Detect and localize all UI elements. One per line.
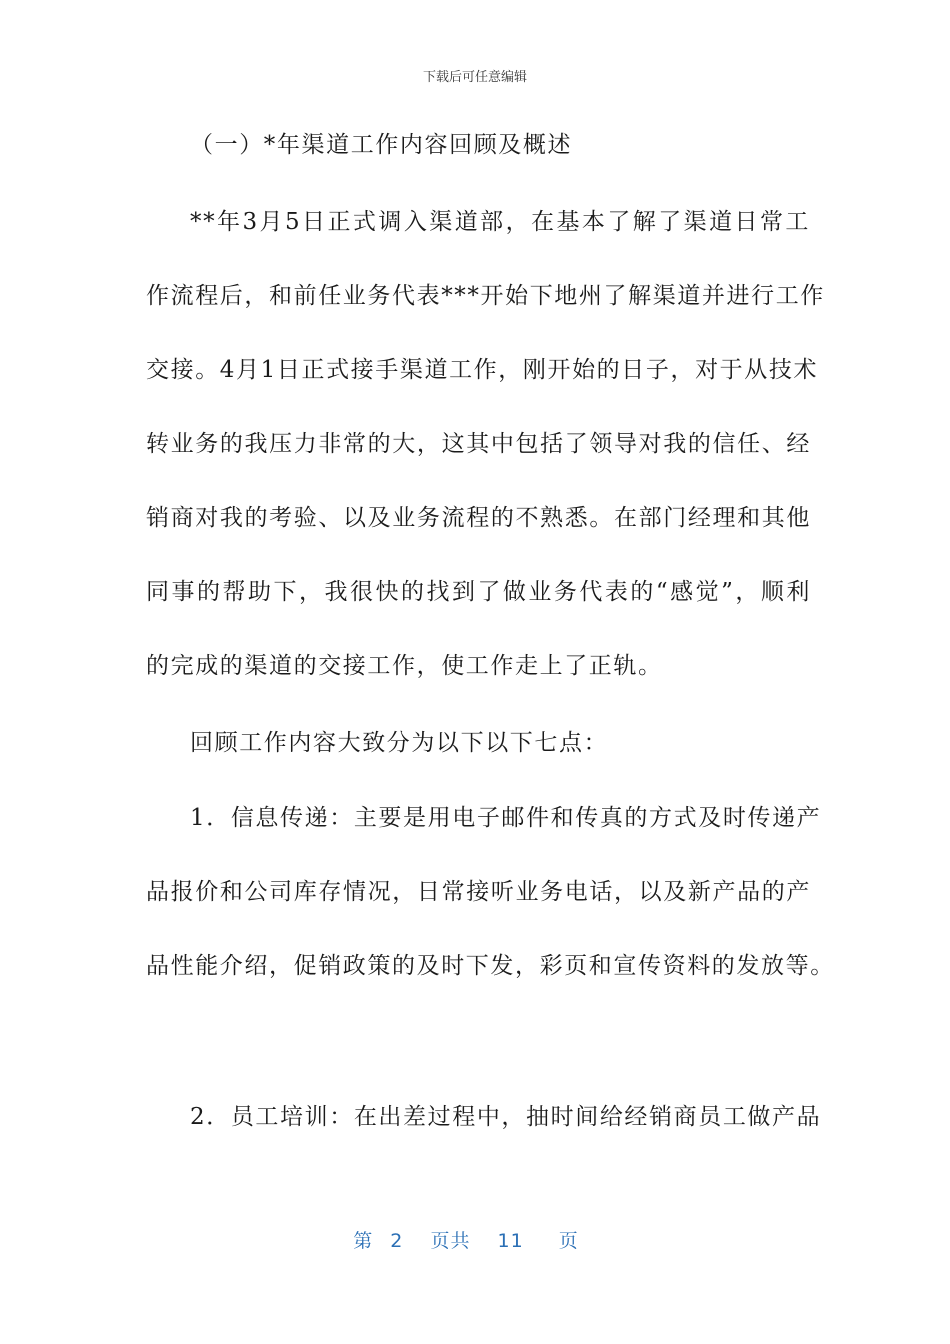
paragraph-line: **年3月5日正式调入渠道部，在基本了解了渠道日常工 [190,209,810,235]
list-item-line: 品性能介绍，促销政策的及时下发，彩页和宣传资料的发放等。 [146,953,835,979]
paragraph-line: 转业务的我压力非常的大，这其中包括了领导对我的信任、经 [146,431,811,457]
header-note: 下载后可任意编辑 [422,70,527,85]
paragraph-line: 销商对我的考验、以及业务流程的不熟悉。在部门经理和其他 [146,505,811,531]
paragraph-line: 交接。4月1日正式接手渠道工作，刚开始的日子，对于从技术 [146,357,819,383]
footer-label-end: 页 [558,1230,579,1252]
paragraph-intro: 回顾工作内容大致分为以下以下七点： [190,730,609,756]
paragraph-line: 的完成的渠道的交接工作，使工作走上了正轨。 [146,653,663,679]
paragraph-line: 作流程后，和前任业务代表***开始下地州了解渠道并进行工作 [146,283,825,309]
paragraph-line: 同事的帮助下，我很快的找到了做业务代表的“感觉”，顺利 [146,579,811,605]
list-item-line: 1．信息传递：主要是用电子邮件和传真的方式及时传递产 [190,805,822,831]
list-item-line: 品报价和公司库存情况，日常接听业务电话，以及新产品的产 [146,879,811,905]
footer-label-page: 第 [353,1230,374,1252]
section-title: （一）*年渠道工作内容回顾及概述 [190,132,573,158]
footer-label-total: 页共 [430,1230,471,1252]
page-footer [0,1226,950,1253]
list-item-line: 2．员工培训：在出差过程中，抽时间给经销商员工做产品 [190,1104,822,1130]
footer-total-pages: 11 [497,1230,524,1252]
footer-current-page: 2 [390,1230,404,1252]
